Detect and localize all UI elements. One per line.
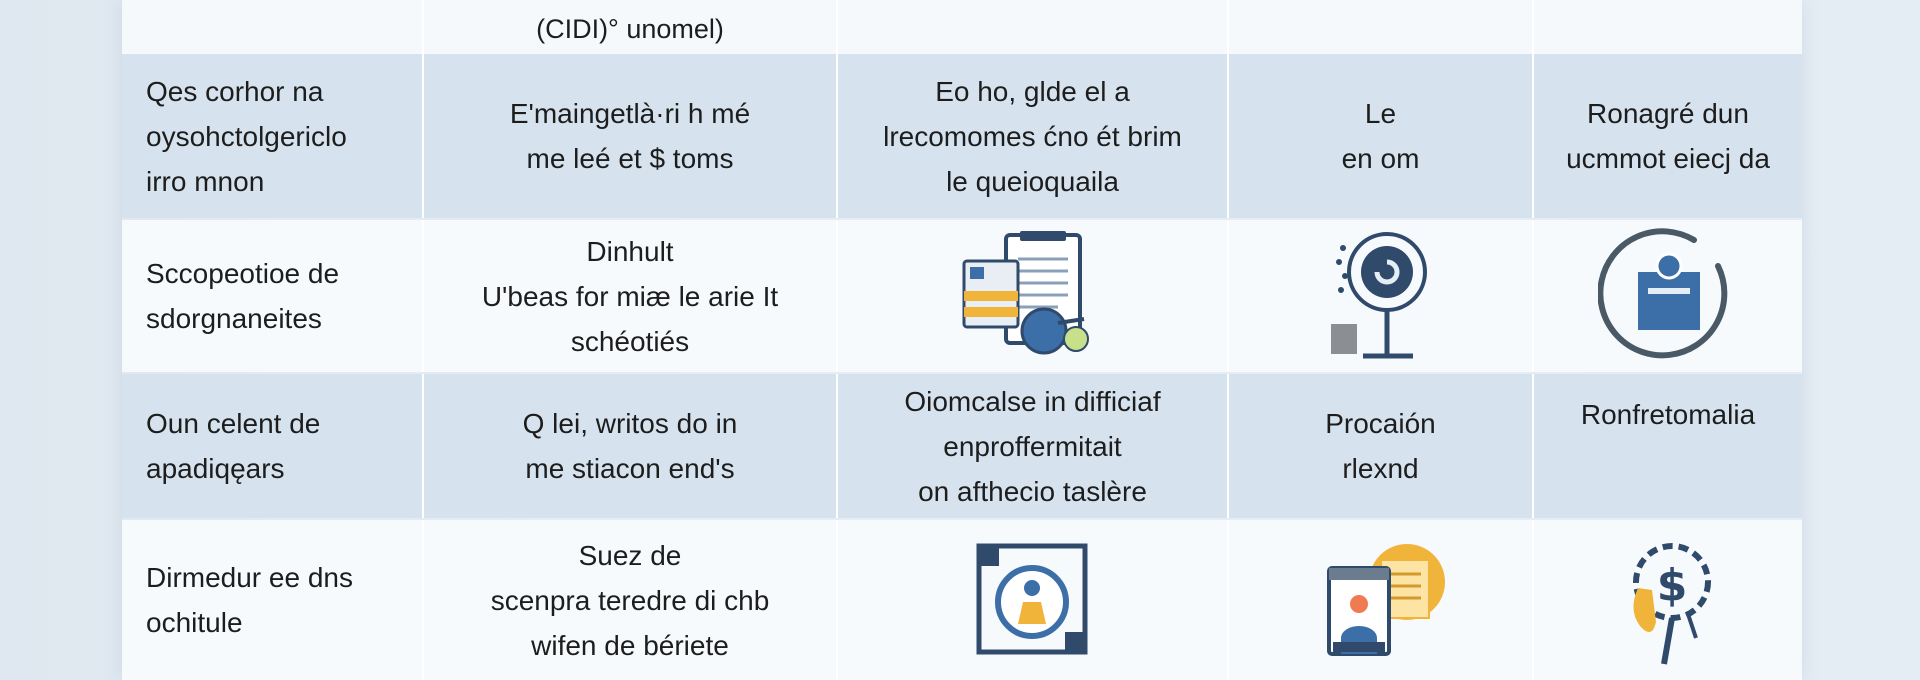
- data-table: [122, 0, 1802, 680]
- dollar-gear-icon: [1534, 520, 1802, 680]
- svg-text:$: $: [1656, 560, 1688, 611]
- header-cell-1: [122, 0, 424, 54]
- row-cell: Dinhult U'beas for miæ le arie It schéotiés: [424, 220, 838, 372]
- row-label: Dirmedur ee dns ochitule: [122, 520, 424, 680]
- document-chart-icon: [838, 220, 1229, 372]
- header-cell-4: [1229, 0, 1534, 54]
- header-cell-5: [1534, 0, 1802, 54]
- row-cell: Oiomcalse in difficiaf enproffermitait on afthecio taslère: [838, 374, 1229, 518]
- table-row: [122, 220, 1802, 372]
- table-row: [122, 520, 1802, 680]
- person-frame-icon: [838, 520, 1229, 680]
- table-row: [122, 54, 1802, 218]
- row-cell: Ronagré dun ucmmot eiecj da: [1534, 54, 1802, 218]
- row-cell: Le en om: [1229, 54, 1534, 218]
- table-header-row: [122, 0, 1802, 54]
- header-cell-3: [838, 0, 1229, 54]
- row-cell: Suez de scenpra teredre di chb wifen de bériete: [424, 520, 838, 680]
- row-label: Oun celent de apadiqęars: [122, 374, 424, 518]
- id-document-icon: [1229, 520, 1534, 680]
- row-label: Qes corhor na oysohctolgericlo irro mnon: [122, 54, 424, 218]
- person-circle-icon: [1534, 220, 1802, 372]
- header-cell-2: (CIDI)° unomel): [424, 0, 838, 54]
- table-row: [122, 374, 1802, 518]
- globe-stand-icon: [1229, 220, 1534, 372]
- row-cell: Ronfretomalia: [1534, 374, 1802, 518]
- row-label: Sccopeotioe de sdorgnaneites: [122, 220, 424, 372]
- row-cell: Q lei, writos do in me stiacon end's: [424, 374, 838, 518]
- row-cell: Eo ho, glde el a lrecomomes ćno ét brim le queioquaila: [838, 54, 1229, 218]
- row-cell: Procaión rlexnd: [1229, 374, 1534, 518]
- row-cell: E'maingetlà·ri h mé me leé et $ toms: [424, 54, 838, 218]
